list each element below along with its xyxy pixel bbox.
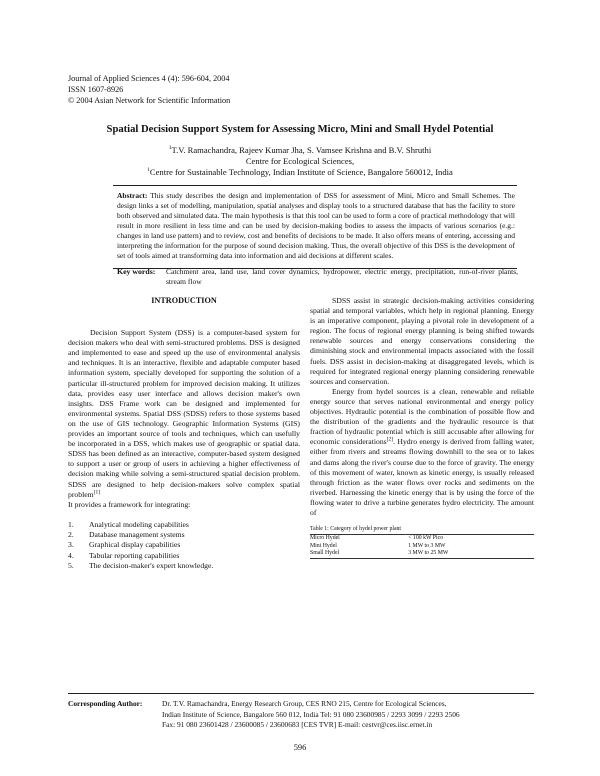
author-mark: 1 [168, 145, 172, 152]
list-number: 4. [68, 550, 74, 560]
journal-issn: ISSN 1607-8926 [68, 85, 124, 94]
corresponding-line-1 [68, 699, 538, 710]
citation-ref-2: [2] [386, 436, 394, 443]
author-names-text: T.V. Ramachandra, Rajeev Kumar Jha, S. Vamsee Krishna and B.V. Shruthi [171, 145, 432, 155]
affiliation-1: Centre for Ecological Sciences, [245, 156, 355, 166]
table-cell-category: Micro Hydel [310, 535, 374, 543]
list-item [68, 530, 300, 540]
right-paragraph-2b: . Hydro energy is derived from falling water, either from rivers and streams flowing downhill to the sea or to lakes and dams along the river's course due to the force of gravity. The energy of this movement of water, known as kinetic energy, is usually released through friction as the water flows over rocks and sediments on the riverbed. Harnessing the kinetic energy that is by using the force of the flowing water to drive a turbine generates hydro electricity. The amount of [310, 437, 534, 517]
corresponding-line-3: Fax: 91 080 23601428 / 23600085 / 23600683 [CES TVR] E-mail: cestvr@ces.iisc.ernet.in [162, 720, 433, 729]
list-item [68, 540, 300, 550]
list-text: The decision-maker's expert knowledge. [89, 560, 214, 570]
author-names [0, 145, 600, 156]
list-number: 5. [68, 560, 74, 570]
list-number: 1. [68, 519, 74, 529]
list-number: 2. [68, 530, 74, 540]
list-text: Graphical display capabilities [89, 540, 181, 550]
corresponding-line-2: Indian Institute of Science, Bangalore 560 012, India Tel: 91 080 23600985 / 2293 3099 / 2293 2506 [162, 709, 460, 719]
corresponding-author [68, 699, 538, 731]
right-paragraph-1: SDSS assist in strategic decision-making activities considering spatial and temporal variables, which help in regional planning. Energy is an imperative component, playing a pivotal role in development of a region. The focus of regional energy planning is being shifted towards renewable sources and energy conservations considering the diminishing stock and environmental impacts associated with the fossil fuels. DSS assist in decision-making at disaggregated levels, which is required for integrated regional energy planning considering renewable sources and conservation. [310, 296, 534, 386]
intro-paragraph-1 [68, 328, 300, 500]
list-number: 3. [68, 540, 74, 550]
list-text: Analytical modeling capabilities [89, 519, 189, 529]
table-cell-range: 1 MW to 3 MW [408, 542, 446, 549]
keywords-label: Key words: [117, 267, 156, 276]
right-paragraph-2a: Energy from hydel sources is a clean, renewable and reliable energy source that serves national environmental and energy policy objectives. Hydraulic potential is the combination of possible flow and the distribution of the gradients and the hydraulic resource is that fraction of hydraulic potential which is still accusable after allowing for economic considerations [310, 386, 534, 447]
journal-citation: Journal of Applied Sciences 4 (4): 596-604, 2004 [68, 74, 230, 83]
list-item [68, 551, 300, 561]
citation-ref-1: [1] [93, 489, 101, 496]
table-row [310, 543, 534, 550]
list-text: Database management systems [89, 530, 185, 540]
affiliation-2-text: Centre for Sustainable Technology, Indian Institute of Science, Bangalore 560012, India [149, 167, 453, 177]
right-paragraph-2 [310, 387, 534, 518]
hydel-category-table [310, 534, 534, 558]
journal-info [68, 73, 230, 106]
author-block [0, 145, 600, 178]
table-cell-category: Mini Hydel [310, 542, 337, 549]
corresponding-label: Corresponding Author: [68, 699, 143, 708]
corresponding-text-1: Dr. T.V. Ramachandra, Energy Research Group, CES RNO 215, Centre for Ecological Sciences, [162, 699, 447, 708]
abstract-text: This study describes the design and implementation of DSS for assessment of Mini, Micro and Small Schemes. The design links a set of modelling, manipulation, spatial analyses and display tools to a structured database that has the facility to store both observed and simulated data. The main hypothesis is that this tool can be used to form a core of practical methodology that will result in more resilient in less time and can be used by decision-making bodies to assess the impacts of various scenarios (e.g.: changes in land use pattern) and to review, cost and benefits of decisions to be made. It also offers means of entering, accessing and interpreting the information for the purpose of sound decision making. Thus, the overall objective of this DSS is the development of set of tools aimed at transforming data into information and aid decisions at different scales. [117, 191, 515, 260]
affiliation-2 [0, 167, 600, 178]
intro-paragraph-2: It provides a framework for integrating: [68, 499, 191, 509]
keywords-text: Catchment area, land use, land cover dynamics, hydropower, electric energy, precipitation, run-of-river plants, stream flow [166, 267, 518, 286]
table-cell-range: 3 MW to 25 MW [374, 550, 534, 558]
table-cell-category: Small Hydel [310, 550, 374, 558]
integration-list [68, 520, 300, 571]
affiliation-mark: 1 [147, 167, 150, 174]
table-row [310, 550, 534, 558]
list-item [68, 520, 300, 530]
table-cell-range: < 100 kW Pico [374, 535, 534, 543]
intro-paragraph-1-text: Decision Support System (DSS) is a computer-based system for decision makers who deal with semi-structured problems. DSS is designed and implemented to ease and speed up the use of environmental analysis and techniques. It is an interactive, flexible and adaptable computer based information system, specially developed for supporting the solution of a particular ill-structured problem for improved decision making. It utilizes data, provides easy user interface and allows decision maker's own insights. DSS Frame work can be designed and implemented for environmental systems. Spatial DSS (SDSS) refers to those systems based on the use of GIS technology. Geographic Information Systems (GIS) provides an important source of tools and techniques, which can usefully be incorporated in a DSS, which makes use of geographic or spatial data. SDSS has been defined as an interactive, computer-based system designed to support a user or group of users in achieving a higher effectiveness of decision making while solving a semi-structured spatial decision problem. SDSS are designed to help decision-makers solve complex spatial problem [68, 328, 300, 499]
page-number: 596 [293, 743, 307, 752]
list-text: Tabular reporting capabilities [89, 550, 180, 560]
table-caption: Table 1: Category of hydel power plant [310, 526, 402, 533]
footer-divider [68, 693, 534, 694]
abstract-label: Abstract: [117, 191, 148, 200]
section-heading-introduction: INTRODUCTION [151, 296, 217, 305]
list-item [68, 561, 300, 571]
table-row [310, 535, 534, 543]
right-column [310, 296, 534, 559]
journal-copyright: © 2004 Asian Network for Scientific Information [68, 96, 231, 105]
table-1 [310, 526, 534, 559]
left-column [68, 296, 300, 571]
paper-title: Spatial Decision Support System for Assessing Micro, Mini and Small Hydel Potential [106, 124, 494, 135]
abstract [117, 191, 515, 261]
